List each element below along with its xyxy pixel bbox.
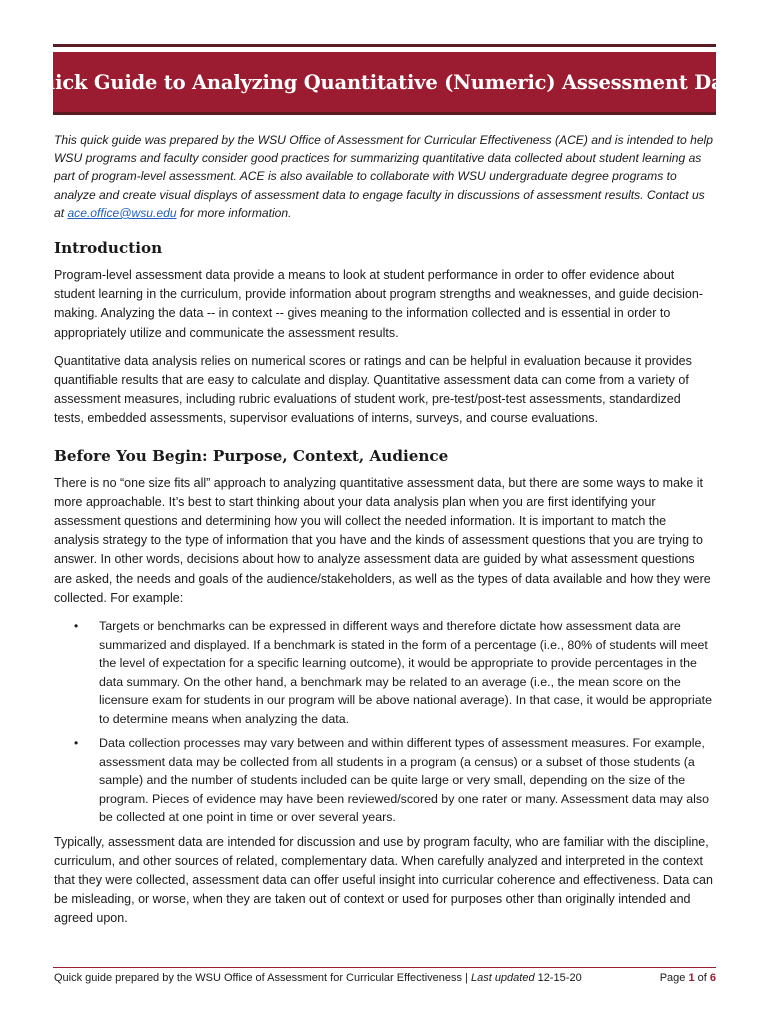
bullet-icon: •	[74, 619, 79, 634]
page-current: 1	[688, 972, 695, 984]
footer-credit	[54, 972, 582, 984]
header-top-rule	[53, 44, 716, 47]
list-item-text: Targets or benchmarks can be expressed in different ways and therefore dictate how assessment data are summarized and displayed. If a benchmark is stated in the form of a percentage (i.e., 80% of students will meet the level of expectation for a specific learning outcome), it would be appropriate to provide percentages in the data summary. On the other hand, a benchmark may be related to an average (i.e., the mean score on the licensure exam for students in our program will be above national average). In that case, it would be appropriate to determine means when analyzing the data.	[99, 619, 712, 726]
intro-text-end: for more information.	[176, 205, 292, 220]
intro-paragraph	[54, 131, 714, 222]
email-link[interactable]: ace.office@wsu.edu	[67, 205, 177, 220]
section-heading-before-you-begin: Before You Begin: Purpose, Context, Audience	[54, 446, 449, 465]
paragraph: Quantitative data analysis relies on numerical scores or ratings and can be helpful in evaluation because it provides quantifiable results that are easy to calculate and display. Quantitative assessment data can come from a variety of assessment measures, including rubric evaluations of student work, pre-test/post-test assessments, standardized tests, embedded assessments, supervisor evaluations of interns, surveys, and course evaluations.	[54, 353, 692, 426]
page-title: Quick Guide to Analyzing Quantitative (Numeric) Assessment Data	[24, 70, 745, 94]
page-number	[660, 972, 716, 984]
page-footer	[54, 972, 716, 984]
page-word: Page	[659, 972, 689, 984]
page-of: of	[694, 972, 710, 984]
paragraph: Program-level assessment data provide a means to look at student performance in order to offer evidence about student learning in the curriculum, provide information about program strengths and weaknesses, and guide decision-making. Analyzing the data -- in context -- gives meaning to the information collected and is essential in order to appropriately utilize and communicate the assessment results.	[54, 268, 703, 340]
page-total: 6	[709, 972, 716, 984]
footer-rule	[53, 967, 716, 968]
main-content	[54, 131, 714, 938]
list-item-text: Data collection processes may vary between and within different types of assessment measures. For example, assessment data may be collected from all students in a program (a census) or a subset of those students (a sample) and the number of students included can be quite large or very small, depending on the size of the program. Pieces of evidence may have been reviewed/scored by one rater or many. Assessment data may also be collected at one point in time or over several years.	[99, 736, 709, 825]
list-item	[74, 734, 714, 827]
bullet-icon: •	[74, 736, 79, 751]
paragraph: There is no “one size fits all” approach to analyzing quantitative assessment data, but there are some ways to make it more approachable. It’s best to start thinking about your data analysis plan when you are first identifying your assessment questions and determining how you will collect the needed information. It is important to match the analysis strategy to the type of information that you have and the kinds of assessment questions that you are trying to answer. In other words, decisions about how to analyze assessment data are guided by what assessment questions are asked, the needs and goals of the audience/stakeholders, as well as the types of data available and how they were collected. For example:	[54, 475, 711, 605]
intro-text: This quick guide was prepared by the WSU Office of Assessment for Curricular Effectiveness (ACE) and is intended to help WSU programs and faculty consider good practices for summarizing quantitative data collected about student learning as part of program-level assessment. ACE is also available to collaborate with WSU undergraduate degree programs to analyze and create visual displays of assessment data to engage faculty in discussions of assessment results. Contact us at	[54, 133, 713, 220]
footer-updated-date: 12-15-20	[534, 972, 582, 984]
title-banner	[24, 52, 745, 115]
section-heading-introduction: Introduction	[54, 239, 163, 258]
list-item	[74, 617, 714, 728]
bullet-list	[54, 617, 714, 827]
paragraph: Typically, assessment data are intended for discussion and use by program faculty, who are familiar with the discipline, curriculum, and other sources of related, complementary data. When carefully analyzed and interpreted in the context that they were collected, assessment data can offer useful insight into curricular coherence and effectiveness. Data can be misleading, or worse, when they are taken out of context or used for purposes other than originally intended and agreed upon.	[54, 834, 713, 926]
footer-updated-label: Last updated	[470, 972, 535, 984]
footer-credit-text: Quick guide prepared by the WSU Office of Assessment for Curricular Effectiveness |	[54, 972, 471, 984]
